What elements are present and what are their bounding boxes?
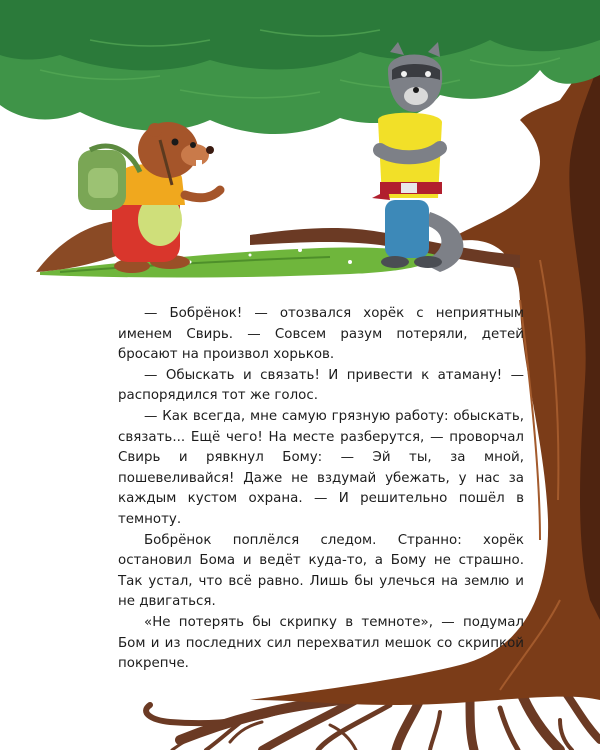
story-text	[118, 304, 524, 675]
story-paragraph: — Обыскать и связать! И привести к атаману! — распорядился тот же голос.	[118, 367, 524, 404]
story-paragraph: — Бобрёнок! — отозвался хорёк с неприятным именем Свирь. — Совсем разум потеряли, детей бросают на произвол хорьков.	[118, 306, 524, 363]
beaver-character	[36, 122, 220, 273]
tree-foliage	[0, 0, 600, 134]
story-paragraph: Бобрёнок поплёлся следом. Странно: хорёк остановил Бома и ведёт куда-то, а Бому не страшно. Так устал, что всё равно. Лишь бы улечься на землю и не двигаться.	[118, 532, 524, 610]
story-paragraph: — Как всегда, мне самую грязную работу: обыскать, связать... Ещё чего! На месте разберутся, — проворчал Свирь и рявкнул Бому: — Эй ты, за мной, пошевеливайся! Даже не вздумай убежать, у нас за каждым кустом охрана. — И решительно пошёл в темноту.	[118, 408, 524, 527]
story-paragraph: «Не потерять бы скрипку в темноте», — подумал Бом и из последних сил перехватил мешок со скрипкой покрепче.	[118, 614, 524, 672]
